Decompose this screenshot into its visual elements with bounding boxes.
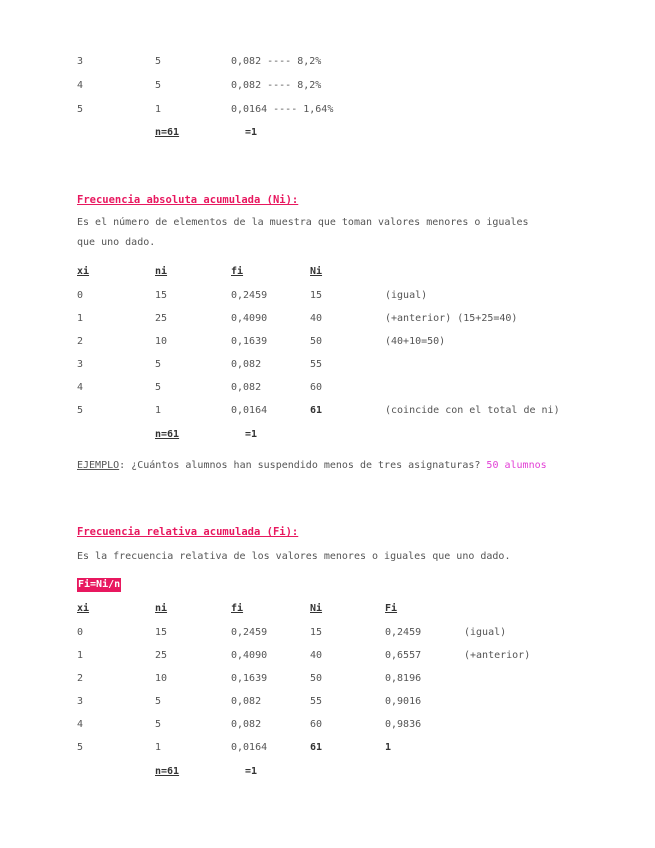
- xi-cell: 2: [77, 673, 84, 684]
- table-total-row: [0, 126, 655, 140]
- Ni-cell: 61: [310, 742, 323, 753]
- ni-cell: 1: [155, 104, 162, 115]
- Ni-cell: 15: [310, 627, 323, 638]
- table-row: [0, 79, 655, 93]
- table-header-row: [0, 602, 655, 616]
- example-question: : ¿Cuántos alumnos han suspendido menos de tres asignaturas?: [119, 460, 481, 471]
- Ni-cell: 40: [310, 650, 323, 661]
- header-xi: xi: [77, 603, 90, 614]
- fi-cell: 0,082: [231, 359, 262, 370]
- header-Ni: Ni: [310, 266, 323, 277]
- Fi-cell: 1: [385, 742, 392, 753]
- fi-cell: 0,082: [231, 696, 262, 707]
- table-row: [0, 404, 655, 418]
- total-f: =1: [245, 127, 258, 138]
- fi-cell: 0,082 ---- 8,2%: [231, 56, 322, 67]
- Fi-cell: 0,9016: [385, 696, 422, 707]
- fi-cell: 0,0164: [231, 405, 268, 416]
- ni-cell: 5: [155, 359, 162, 370]
- xi-cell: 0: [77, 627, 84, 638]
- header-Fi: Fi: [385, 603, 398, 614]
- ni-cell: 5: [155, 56, 162, 67]
- Ni-cell: 60: [310, 382, 323, 393]
- ni-cell: 1: [155, 405, 162, 416]
- ni-cell: 1: [155, 742, 162, 753]
- xi-cell: 3: [77, 696, 84, 707]
- xi-cell: 3: [77, 56, 84, 67]
- Ni-cell: 55: [310, 359, 323, 370]
- header-Ni: Ni: [310, 603, 323, 614]
- total-n: n=61: [155, 127, 180, 138]
- ni-cell: 15: [155, 627, 168, 638]
- Fi-cell: 0,9836: [385, 719, 422, 730]
- table-row: [0, 718, 655, 732]
- note-cell: (+anterior) (15+25=40): [385, 313, 518, 324]
- ni-cell: 5: [155, 80, 162, 91]
- ni-cell: 25: [155, 650, 168, 661]
- Ni-cell: 60: [310, 719, 323, 730]
- table-row: [0, 289, 655, 303]
- table-row: [0, 55, 655, 69]
- note-cell: (igual): [385, 290, 428, 301]
- ni-cell: 10: [155, 336, 168, 347]
- Fi-cell: 0,8196: [385, 673, 422, 684]
- example-text-wrapper: [77, 459, 547, 473]
- note-cell: (40+10=50): [385, 336, 446, 347]
- ni-cell: 15: [155, 290, 168, 301]
- fi-cell: 0,0164: [231, 742, 268, 753]
- description-line: Es el número de elementos de la muestra que toman valores menores o iguales: [77, 217, 529, 228]
- section-description: [0, 550, 655, 564]
- total-n: n=61: [155, 766, 180, 777]
- xi-cell: 4: [77, 382, 84, 393]
- fi-cell: 0,0164 ---- 1,64%: [231, 104, 334, 115]
- header-fi: fi: [231, 603, 244, 614]
- table-row: [0, 312, 655, 326]
- ni-cell: 5: [155, 696, 162, 707]
- description-line: Es la frecuencia relativa de los valores menores o iguales que uno dado.: [77, 551, 511, 562]
- xi-cell: 1: [77, 650, 84, 661]
- header-ni: ni: [155, 603, 168, 614]
- xi-cell: 5: [77, 104, 84, 115]
- Ni-cell: 15: [310, 290, 323, 301]
- Ni-cell: 55: [310, 696, 323, 707]
- fi-cell: 0,082: [231, 719, 262, 730]
- Ni-cell: 50: [310, 673, 323, 684]
- table-row: [0, 335, 655, 349]
- total-f: =1: [245, 766, 258, 777]
- Fi-cell: 0,6557: [385, 650, 422, 661]
- xi-cell: 2: [77, 336, 84, 347]
- fi-cell: 0,082 ---- 8,2%: [231, 80, 322, 91]
- note-cell: (+anterior): [464, 650, 531, 661]
- fi-cell: 0,2459: [231, 627, 268, 638]
- xi-cell: 4: [77, 719, 84, 730]
- ni-cell: 5: [155, 719, 162, 730]
- xi-cell: 4: [77, 80, 84, 91]
- formula-badge: Fi=Ni/n: [78, 579, 121, 590]
- ni-cell: 5: [155, 382, 162, 393]
- total-n: n=61: [155, 429, 180, 440]
- table-total-row: [0, 765, 655, 779]
- table-row: [0, 381, 655, 395]
- fi-cell: 0,2459: [231, 290, 268, 301]
- section-heading-absolute-cumulative: Frecuencia absoluta acumulada (Ni):: [77, 194, 299, 206]
- xi-cell: 3: [77, 359, 84, 370]
- fi-cell: 0,4090: [231, 650, 268, 661]
- fi-cell: 0,4090: [231, 313, 268, 324]
- table-row: [0, 103, 655, 117]
- ni-cell: 10: [155, 673, 168, 684]
- fi-cell: 0,1639: [231, 336, 268, 347]
- table-total-row: [0, 428, 655, 442]
- note-cell: (coincide con el total de ni): [385, 405, 560, 416]
- description-line: que uno dado.: [77, 237, 156, 248]
- example-line: [0, 459, 655, 473]
- table-row: [0, 358, 655, 372]
- xi-cell: 1: [77, 313, 84, 324]
- header-fi: fi: [231, 266, 244, 277]
- fi-cell: 0,1639: [231, 673, 268, 684]
- section-description: [77, 213, 577, 253]
- total-f: =1: [245, 429, 258, 440]
- table-row: [0, 626, 655, 640]
- xi-cell: 0: [77, 290, 84, 301]
- table-header-row: [0, 265, 655, 279]
- table-row: [0, 695, 655, 709]
- Ni-cell: 50: [310, 336, 323, 347]
- fi-cell: 0,082: [231, 382, 262, 393]
- Ni-cell: 61: [310, 405, 323, 416]
- table-row: [0, 672, 655, 686]
- ni-cell: 25: [155, 313, 168, 324]
- xi-cell: 5: [77, 742, 84, 753]
- xi-cell: 5: [77, 405, 84, 416]
- Fi-cell: 0,2459: [385, 627, 422, 638]
- header-xi: xi: [77, 266, 90, 277]
- table-row: [0, 741, 655, 755]
- example-label: EJEMPLO: [77, 460, 120, 471]
- header-ni: ni: [155, 266, 168, 277]
- table-row: [0, 649, 655, 663]
- note-cell: (igual): [464, 627, 507, 638]
- Ni-cell: 40: [310, 313, 323, 324]
- example-answer: 50 alumnos: [486, 460, 547, 471]
- section-heading-relative-cumulative: Frecuencia relativa acumulada (Fi):: [77, 526, 299, 538]
